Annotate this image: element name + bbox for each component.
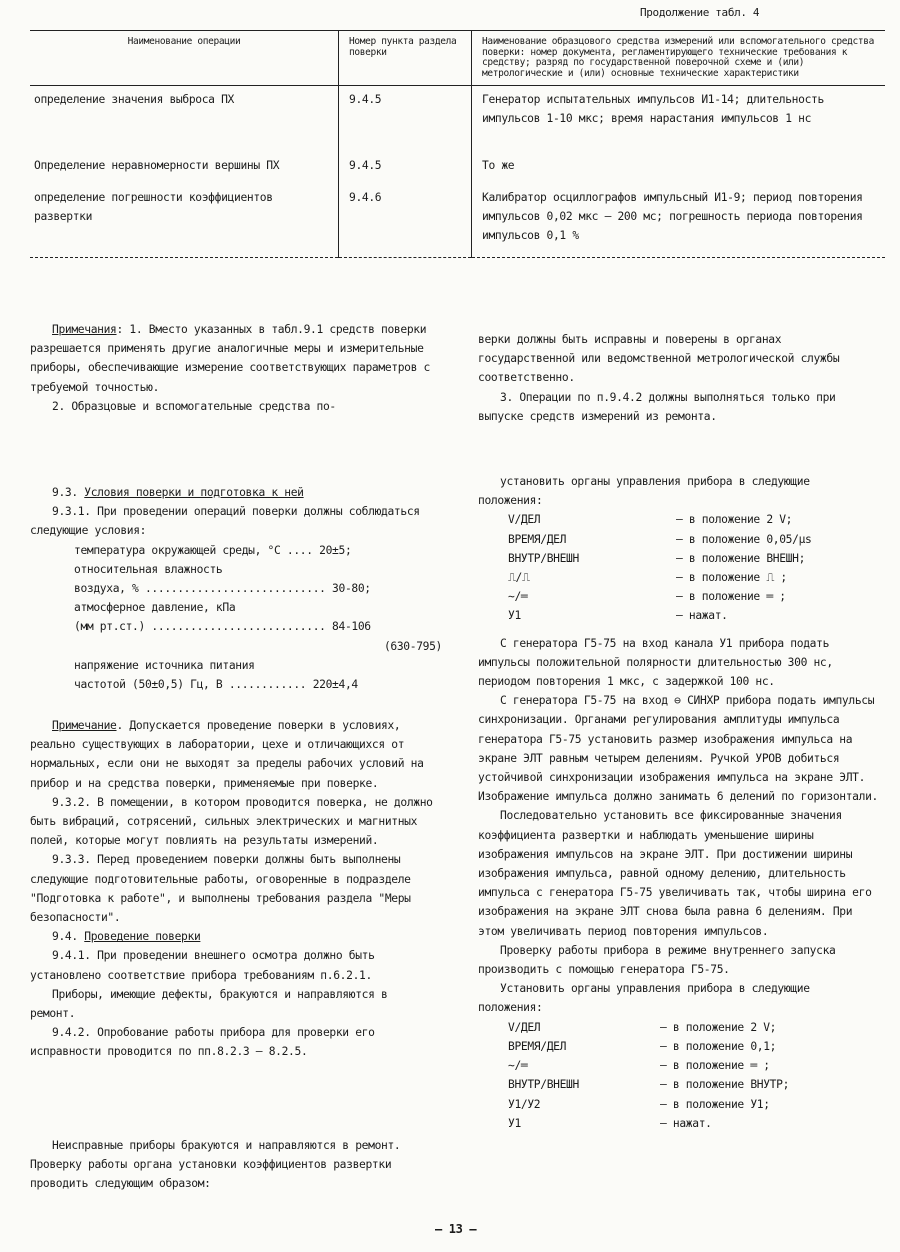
table-row bbox=[30, 86, 885, 152]
operations-table bbox=[30, 30, 885, 258]
notes-text: : 1. Вместо указанных в табл.9.1 средств поверки разрешается применять другие аналогичные меры и измерительные приборы, обеспечивающие измерение соответствующих параметров с требуемой точностью. bbox=[30, 323, 430, 394]
section-9-4-number: 9.4. bbox=[52, 930, 85, 944]
setting-row: У1/У2 – в положение У1; bbox=[508, 1097, 770, 1111]
cell-item: 9.4.6 bbox=[339, 184, 472, 258]
para-sync-input: С генератора Г5-75 на вход ⊖ СИНХР прибора подать импульсы синхронизации. Органами регулирования амплитуды импульса генератора Г5-75 установить размер изображения импульса на экране ЭЛТ равным четырем делениям. Ручкой УРОВ добиться устойчивой синхронизации изображения импульса на экране ЭЛТ. Изображение импульса должно занимать 6 делений по горизонтали. bbox=[478, 694, 878, 804]
right-column-top bbox=[478, 330, 880, 426]
para-9-3-1: 9.3.1. При проведении операций поверки должны соблюдаться следующие условия: bbox=[30, 505, 420, 538]
para-internal-trigger: Проверку работы прибора в режиме внутреннего запуска производить с помощью генератора Г5-75. bbox=[478, 943, 836, 977]
setting-row: ∼/═ – в положение ═ ; bbox=[508, 590, 786, 604]
para-9-3-2: 9.3.2. В помещении, в котором проводится поверка, не должно быть вибраций, сотрясений, сильных электрических и магнитных полей, которые могут повлиять на результаты измерений. bbox=[30, 795, 433, 848]
condition-humidity-value: воздуха, % ............................ 30-80; bbox=[74, 582, 371, 596]
condition-voltage-label: напряжение источника питания bbox=[74, 658, 255, 672]
condition-voltage-value: частотой (50±0,5) Гц, В ............ 220±4,4 bbox=[74, 678, 358, 692]
condition-temperature: температура окружающей среды, °С .... 20±5; bbox=[74, 543, 352, 557]
para-9-4-2: 9.4.2. Опробование работы прибора для проверки его исправности проводится по пп.8.2.3 – 8.2.5. bbox=[30, 1026, 375, 1059]
settings-1-list bbox=[478, 510, 880, 625]
header-item-number: Номер пункта раздела поверки bbox=[339, 31, 472, 86]
condition-humidity-label: относительная влажность bbox=[74, 562, 223, 576]
setting-row: ВНУТР/ВНЕШН – в положение ВНУТР; bbox=[508, 1078, 790, 1092]
note-3: 3. Операции по п.9.4.2 должны выполняться только при выпуске средств измерений из ремонта. bbox=[478, 390, 836, 423]
cell-means: Генератор испытательных импульсов И1-14; длительность импульсов 1-10 мкс; время нарастания импульсов 1 нс bbox=[482, 93, 824, 125]
para-9-4-1-defects: Приборы, имеющие дефекты, бракуются и направляются в ремонт. bbox=[30, 987, 388, 1021]
note-2: 2. Образцовые и вспомогательные средства по- bbox=[52, 399, 336, 413]
cell-operation: определение погрешности коэффициентов развертки bbox=[34, 190, 273, 223]
section-9-3-number: 9.3. bbox=[52, 486, 85, 499]
setting-row: ВРЕМЯ/ДЕЛ – в положение 0,1; bbox=[508, 1039, 777, 1053]
page-number: – 13 – bbox=[435, 1222, 477, 1236]
setting-row: У1 – нажат. bbox=[508, 1116, 712, 1130]
left-column-body bbox=[30, 716, 438, 1062]
setting-row: ⎍/⎍ – в положение ⎍ ; bbox=[508, 571, 787, 585]
notes-continuation: верки должны быть исправны и поверены в органах государственной или ведомственной метрологической службы соответственно. bbox=[478, 333, 840, 385]
setting-row: ВРЕМЯ/ДЕЛ – в положение 0,05/μs bbox=[508, 532, 812, 546]
setting-row: У1 – нажат. bbox=[508, 609, 728, 623]
para-faulty-devices: Неисправные приборы бракуются и направляются в ремонт. Проверку работы органа установки коэффициентов развертки проводить следующим образом: bbox=[30, 1139, 401, 1191]
cell-operation: Определение неравномерности вершины ПХ bbox=[34, 158, 280, 172]
left-column-bottom bbox=[30, 1136, 440, 1194]
para-9-4-1: 9.4.1. При проведении внешнего осмотра должно быть установлено соответствие прибора требованиям п.6.2.1. bbox=[30, 949, 375, 982]
setting-row: ВНУТР/ВНЕШН – в положение ВНЕШН; bbox=[508, 551, 806, 565]
section-9-3-title: Условия поверки и подготовка к ней bbox=[84, 486, 304, 499]
cell-item: 9.4.5 bbox=[339, 152, 472, 184]
settings-2-intro: Установить органы управления прибора в следующие положения: bbox=[478, 982, 810, 1015]
setting-row: V/ДЕЛ – в положение 2 V; bbox=[508, 513, 793, 527]
para-sweep-check: Последовательно установить все фиксированные значения коэффициента развертки и наблюдать уменьшение ширины изображения импульсов на экране ЭЛТ. При достижении ширины изображения импульса, равной одному делению, длительность импульса с генератора Г5-75 увеличивать так, чтобы ширина его изображения на экране ЭЛТ снова была равна 6 делениям. При этом увеличивать период повторения импульсов. bbox=[478, 809, 872, 938]
settings-1-intro: установить органы управления прибора в следующие положения: bbox=[478, 475, 810, 508]
table-row bbox=[30, 184, 885, 258]
header-means: Наименование образцового средства измерений или вспомогательного средства поверки: номер документа, регламентирующего технические требования к средству; разряд по государственной поверочной схеме и (или) метрологические и (или) основные технические характеристики bbox=[482, 36, 874, 79]
condition-pressure-label: атмосферное давление, кПа bbox=[74, 601, 236, 615]
note-text: . Допускается проведение поверки в условиях, реально существующих в лаборатории, цехе и отличающихся от нормальных, если они не выходят за пределы рабочих условий на прибор и на средства поверки, применяемые при поверке. bbox=[30, 719, 424, 790]
cell-means: То же bbox=[482, 158, 515, 172]
cell-operation: определение значения выброса ПХ bbox=[34, 93, 234, 106]
conditions-list bbox=[30, 541, 442, 695]
cell-means: Калибратор осциллографов импульсный И1-9; период повторения импульсов 0,02 мкс – 200 мс; погрешность периода повторения импульсов 0,1 % bbox=[482, 190, 863, 242]
table-continuation-label: Продолжение табл. 4 bbox=[640, 6, 760, 19]
note-label: Примечание bbox=[52, 719, 117, 732]
para-9-3-3: 9.3.3. Перед проведением поверки должны быть выполнены следующие подготовительные работы, оговоренные в подразделе "Подготовка к работе", и выполнены требования раздела "Меры безопасности". bbox=[30, 853, 411, 925]
settings-2-list bbox=[478, 1018, 880, 1133]
notes-label: Примечания bbox=[52, 323, 117, 336]
left-column-top bbox=[30, 320, 438, 416]
para-generator-input: С генератора Г5-75 на вход канала У1 прибора подать импульсы положительной полярности длительностью 300 нс, периодом повторения 1 мкс, с задержкой 100 нс. bbox=[478, 636, 833, 689]
right-column-settings-1 bbox=[478, 472, 880, 1133]
section-9-4-title: Проведение поверки bbox=[84, 930, 201, 944]
section-9-3 bbox=[30, 483, 442, 694]
condition-pressure-mmhg: (630-795) bbox=[383, 639, 442, 653]
cell-item: 9.4.5 bbox=[339, 86, 472, 152]
header-operation: Наименование операции bbox=[127, 36, 241, 47]
setting-row: V/ДЕЛ – в положение 2 V; bbox=[508, 1020, 777, 1034]
condition-pressure-value: (мм рт.ст.) ........................... 84-106 bbox=[74, 620, 371, 634]
table-row bbox=[30, 152, 885, 184]
setting-row: ∼/═ – в положение ═ ; bbox=[508, 1059, 770, 1073]
